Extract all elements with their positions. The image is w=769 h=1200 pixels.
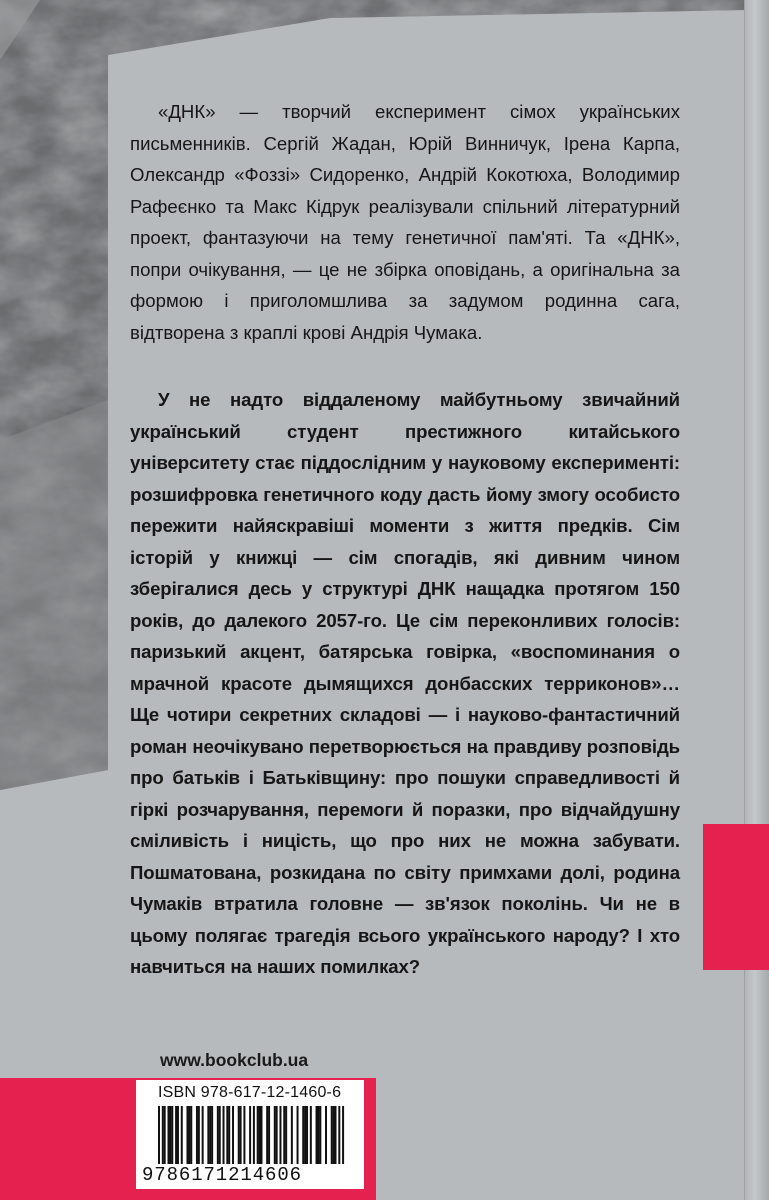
barcode-bar — [177, 1106, 179, 1164]
isbn-label: ISBN 978-617-12-1460-6 — [158, 1084, 342, 1101]
barcode-bar — [209, 1106, 211, 1164]
barcode-bar — [274, 1106, 276, 1164]
barcode-bar — [217, 1106, 219, 1164]
barcode-bar — [186, 1106, 188, 1164]
barcode-bar — [259, 1106, 261, 1164]
barcode-bar — [188, 1106, 190, 1164]
barcode-bar — [196, 1106, 198, 1164]
isbn-barcode-panel — [136, 1080, 364, 1189]
barcode-bar — [333, 1106, 335, 1164]
description-paragraph-2: У не надто віддаленому майбутньому звичайний український студент престижного китайського університету стає піддослідним у науковому експерименті: розшифровка генетичного коду дасть йому змогу особисто пережити найяскравіші моменти з життя предків. Сім історій у книжці — сім спогадів, які дивним чином зберігалися десь у структурі ДНК нащадка протягом 150 років, до далекого 2057-го. Це сім переконливих голосів: паризький акцент, батярська говірка, «воспоминания о мрачной красоте дымящихся донбасских терриконов»… Ще чотири секретних складові — і науково-фантастичний роман неочікувано перетворюється на правдиву розповідь про батьків і Батьківщину: про пошуки справедливості й гіркі розчарування, перемоги й поразки, про відчайдушну сміливість і ницість, що про них не можна забувати. Пошматована, розкидана по світу примхами долі, родина Чумаків втратила головне — зв'язок поколінь. Чи не в цьому полягає трагедія всього українського народу? І хто навчиться на наших помилках? — [130, 389, 680, 977]
barcode-bar — [283, 1106, 285, 1164]
barcode-bar — [181, 1106, 183, 1164]
barcode-number: 9786171214606 — [142, 1164, 302, 1186]
barcode-bar — [279, 1106, 281, 1164]
barcode-bar — [302, 1106, 304, 1164]
barcode-bar — [219, 1106, 221, 1164]
barcode-bar — [240, 1106, 242, 1164]
barcode-bar — [338, 1106, 340, 1164]
barcode-bar — [238, 1106, 240, 1164]
barcode-bar — [257, 1106, 259, 1164]
barcode-bar — [319, 1106, 321, 1164]
barcode-bar — [226, 1106, 228, 1164]
barcode-graphic — [156, 1106, 346, 1164]
barcode-bar — [260, 1106, 262, 1164]
barcode-bar — [158, 1106, 160, 1164]
barcode-bar — [268, 1106, 270, 1164]
barcode-bar — [167, 1106, 169, 1164]
barcode-bar — [331, 1106, 333, 1164]
barcode-bar — [190, 1106, 192, 1164]
barcode-bar — [249, 1106, 251, 1164]
barcode-bar — [342, 1106, 344, 1164]
barcode-bar — [253, 1106, 255, 1164]
barcode-bar — [243, 1106, 245, 1164]
barcode-bar — [175, 1106, 177, 1164]
publisher-website: www.bookclub.ua — [160, 1050, 309, 1070]
barcode-bar — [164, 1106, 166, 1164]
barcode-bar — [291, 1106, 293, 1164]
barcode-bar — [162, 1106, 164, 1164]
barcode-bar — [317, 1106, 319, 1164]
barcode-bar — [228, 1106, 230, 1164]
barcode-bar — [310, 1106, 312, 1164]
barcode-bar — [316, 1106, 318, 1164]
barcode-bar — [266, 1106, 268, 1164]
barcode-bar — [169, 1106, 171, 1164]
barcode-bar — [325, 1106, 327, 1164]
pink-accent-block-right — [703, 824, 769, 970]
barcode-bar — [304, 1106, 306, 1164]
barcode-bar — [297, 1106, 299, 1164]
barcode-bar — [223, 1106, 225, 1164]
barcode-bar — [202, 1106, 204, 1164]
barcode-bar — [232, 1106, 234, 1164]
description-paragraph-1: «ДНК» — творчий експеримент сімох українських письменників. Сергій Жадан, Юрій Винничук, Ірена Карпа, Олександр «Фоззі» Сидоренко, Андрій Кокотюха, Володимир Рафеєнко та Макс Кідрук реалізували спільний літературний проект, фантазуючи на тему генетичної пам'яті. Та «ДНК», попри очікування, — це не збірка оповідань, а оригінальна за формою і приголомшлива за задумом родинна сага, відтворена з краплі крові Андрія Чумака. — [130, 101, 680, 343]
spine-edge — [744, 0, 769, 1200]
barcode-bar — [276, 1106, 278, 1164]
barcode-bar — [171, 1106, 173, 1164]
barcode-bar — [306, 1106, 308, 1164]
barcode-bar — [335, 1106, 337, 1164]
barcode-bar — [207, 1106, 209, 1164]
barcode-bar — [198, 1106, 200, 1164]
barcode-bar — [285, 1106, 287, 1164]
barcode-bar — [211, 1106, 213, 1164]
